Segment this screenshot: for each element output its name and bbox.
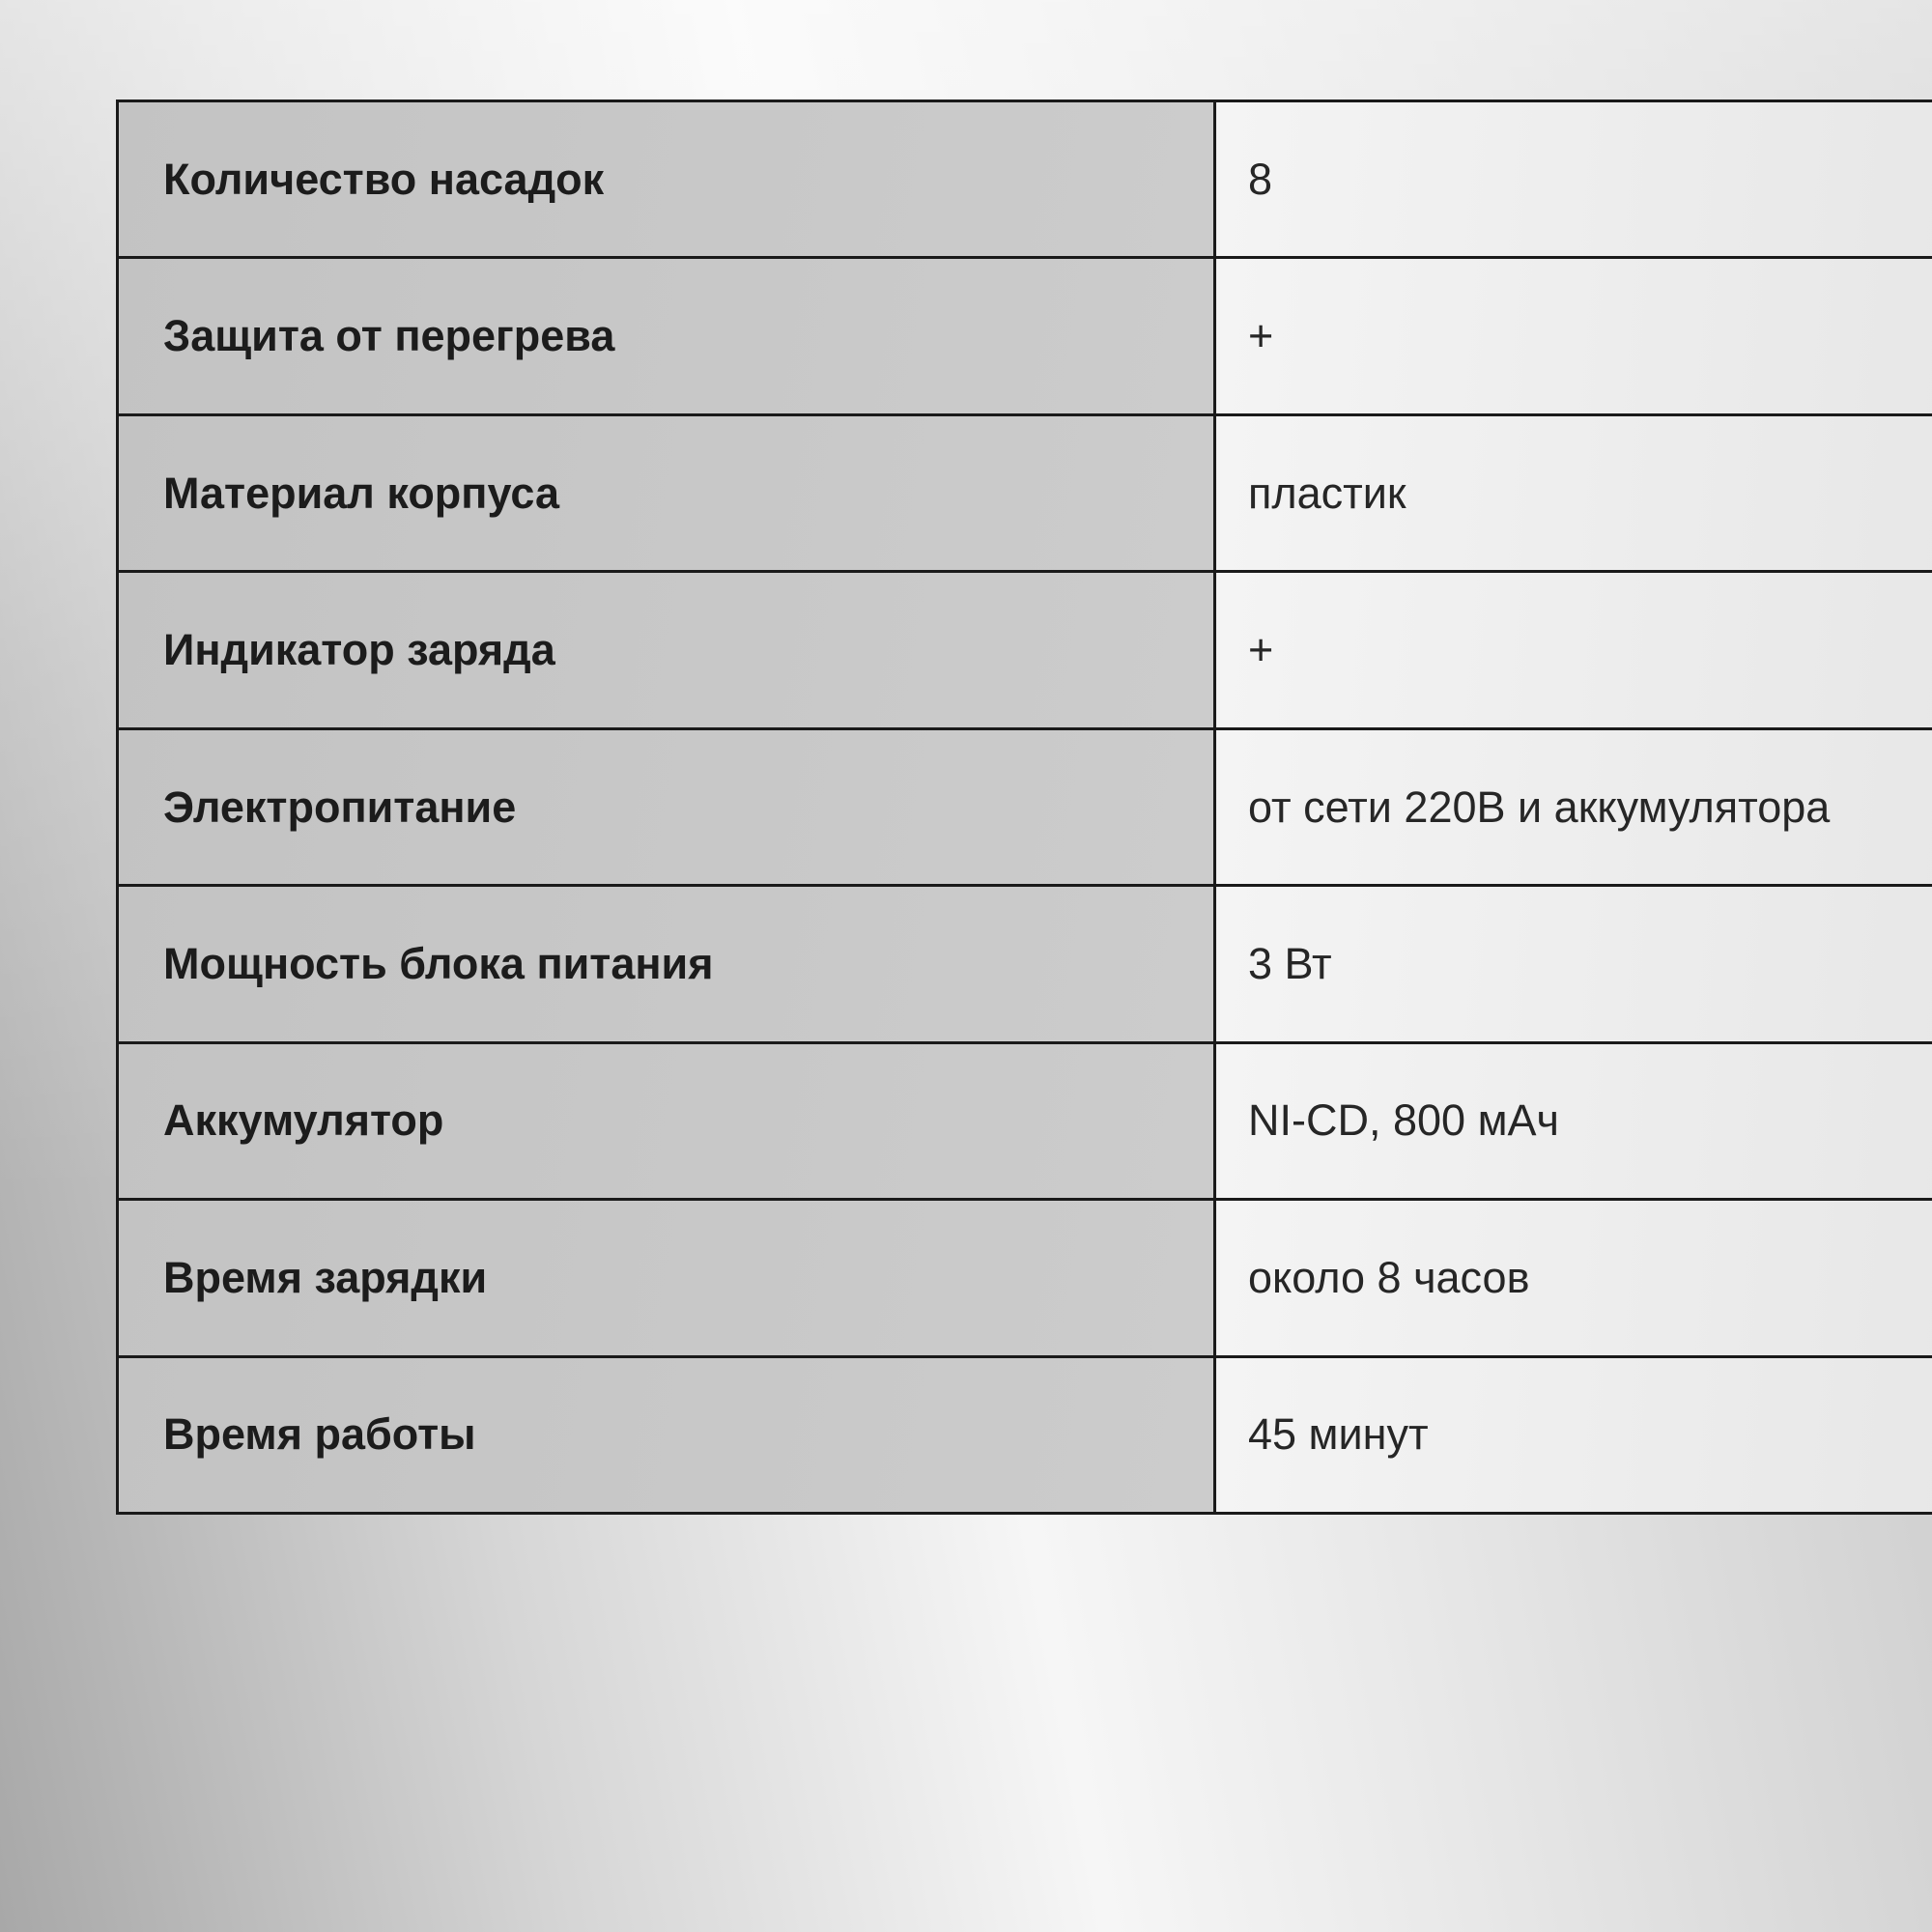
spec-value: 45 минут — [1215, 1356, 1932, 1514]
table-row — [118, 258, 1932, 414]
table-row — [118, 1042, 1932, 1199]
spec-value: + — [1215, 258, 1932, 414]
table-row — [118, 1356, 1932, 1514]
table-row — [118, 572, 1932, 728]
spec-value: около 8 часов — [1215, 1200, 1932, 1356]
table-row — [118, 414, 1932, 571]
spec-value: от сети 220В и аккумулятора — [1215, 728, 1932, 885]
spec-label: Аккумулятор — [118, 1042, 1215, 1199]
spec-label: Защита от перегрева — [118, 258, 1215, 414]
spec-label: Индикатор заряда — [118, 572, 1215, 728]
spec-label: Время работы — [118, 1356, 1215, 1514]
spec-value: + — [1215, 572, 1932, 728]
spec-value: 8 — [1215, 101, 1932, 258]
spec-value: пластик — [1215, 414, 1932, 571]
table-row — [118, 101, 1932, 258]
spec-value: 3 Вт — [1215, 886, 1932, 1042]
spec-label: Мощность блока питания — [118, 886, 1215, 1042]
specs-table — [116, 99, 1932, 1515]
spec-label: Время зарядки — [118, 1200, 1215, 1356]
spec-label: Материал корпуса — [118, 414, 1215, 571]
spec-value: NI-CD, 800 мАч — [1215, 1042, 1932, 1199]
table-row — [118, 886, 1932, 1042]
table-row — [118, 1200, 1932, 1356]
specs-table-body — [118, 101, 1932, 1514]
table-row — [118, 728, 1932, 885]
spec-label: Электропитание — [118, 728, 1215, 885]
spec-label: Количество насадок — [118, 101, 1215, 258]
